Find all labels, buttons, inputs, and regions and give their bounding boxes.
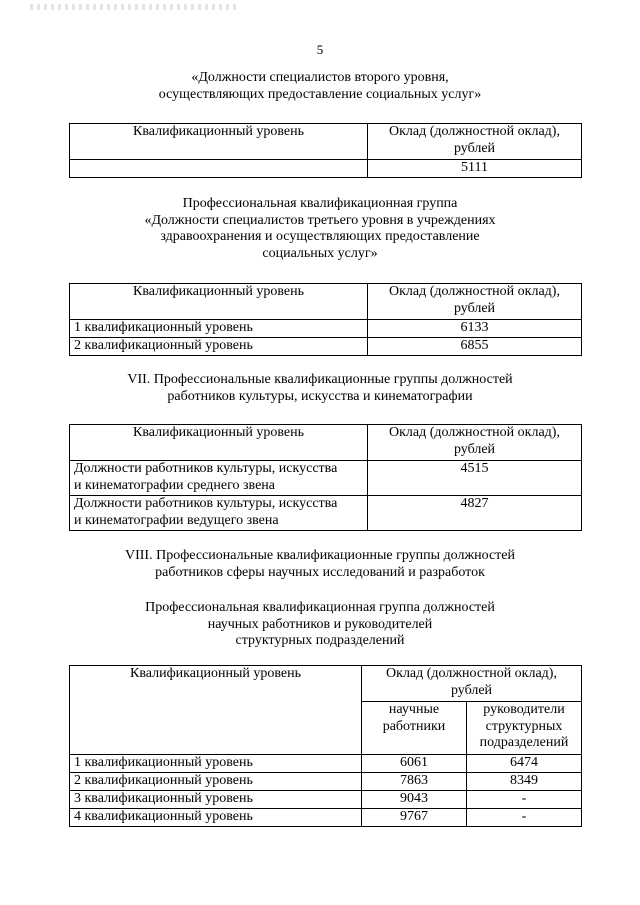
header-level: Квалификационный уровень [70,124,368,160]
heading-line: научных работников и руководителей [207,616,433,632]
page-number: 5 [316,42,324,57]
table-row [70,338,582,356]
row-scientific: 9767 [362,809,467,827]
heading-line: «Должности специалистов второго уровня, [191,70,449,85]
section-b-heading [0,196,640,262]
row-scientific: 6061 [362,755,467,773]
row-level [70,496,368,531]
heading-line: VIII. Профессиональные квалификационные группы должностей [125,548,515,563]
row-level-line: Должности работников культуры, искусства [74,496,338,511]
header-salary [368,284,582,320]
heading-line: работников культуры, искусства и кинематографии [167,388,473,404]
header-level: Квалификационный уровень [70,284,368,320]
salary-table-e [69,665,582,827]
table-header-row [70,666,582,702]
table-row [70,496,582,531]
heading-line: здравоохранения и осуществляющих предоставление [160,229,480,245]
row-level-line: и кинематографии среднего звена [74,477,275,493]
scan-artifact [30,4,240,10]
row-heads: 6474 [467,755,582,773]
subheader-scientific-workers [362,702,467,755]
header-salary-line: рублей [453,300,496,316]
header-level: Квалификационный уровень [70,666,362,755]
row-level: 1 квалификационный уровень [70,755,362,773]
row-level [70,160,368,178]
table-row [70,809,582,827]
table-header-row [70,284,582,320]
salary-table-b [69,283,582,356]
row-scientific: 7863 [362,773,467,791]
section-d-heading [0,548,640,581]
row-salary: 5111 [368,160,582,178]
heading-line: «Должности специалистов третьего уровня в учреждениях [144,212,496,228]
row-level-line: Должности работников культуры, искусства [74,461,338,476]
row-salary: 4515 [368,461,582,496]
subheader-line: подразделений [479,735,569,751]
row-salary: 6133 [368,320,582,338]
subheader-line: руководители [483,702,565,717]
header-salary-line: Оклад (должностной оклад), [389,425,560,440]
row-level: 4 квалификационный уровень [70,809,362,827]
heading-line: Профессиональная квалификационная группа должностей [145,600,495,615]
section-a-heading [0,70,640,103]
header-salary-line: Оклад (должностной оклад), [386,666,557,681]
heading-line: структурных подразделений [235,633,405,649]
row-heads: 8349 [467,773,582,791]
header-salary [368,124,582,160]
section-c-heading [0,372,640,405]
row-level: 2 квалификационный уровень [70,773,362,791]
table-row [70,320,582,338]
table-row [70,773,582,791]
heading-line: работников сферы научных исследований и разработок [155,564,485,580]
subheader-line: структурных [485,718,563,734]
row-level: 3 квалификационный уровень [70,791,362,809]
header-salary-line: рублей [453,140,496,156]
row-level-line: и кинематографии ведущего звена [74,512,279,528]
header-level: Квалификационный уровень [70,425,368,461]
table-row [70,160,582,178]
heading-line: VII. Профессиональные квалификационные группы должностей [127,372,513,387]
header-salary [368,425,582,461]
subheader-line: научные [388,702,440,717]
row-salary: 4827 [368,496,582,531]
heading-line: осуществляющих предоставление социальных услуг» [158,86,482,102]
heading-line: Профессиональная квалификационная группа [182,196,458,211]
subheader-line: работники [382,718,446,734]
row-scientific: 9043 [362,791,467,809]
table-row [70,791,582,809]
row-level: 1 квалификационный уровень [70,320,368,338]
header-salary [362,666,582,702]
salary-table-a [69,123,582,178]
heading-line: социальных услуг» [262,245,378,261]
table-header-row [70,425,582,461]
header-salary-line: рублей [450,682,493,698]
section-e-heading [0,600,640,650]
header-salary-line: рублей [453,441,496,457]
table-row [70,755,582,773]
header-salary-line: Оклад (должностной оклад), [389,124,560,139]
table-header-row [70,124,582,160]
subheader-department-heads [467,702,582,755]
table-row [70,461,582,496]
header-salary-line: Оклад (должностной оклад), [389,284,560,299]
row-salary: 6855 [368,338,582,356]
row-level: 2 квалификационный уровень [70,338,368,356]
salary-table-c [69,424,582,531]
row-heads: - [467,791,582,809]
row-level [70,461,368,496]
row-heads: - [467,809,582,827]
